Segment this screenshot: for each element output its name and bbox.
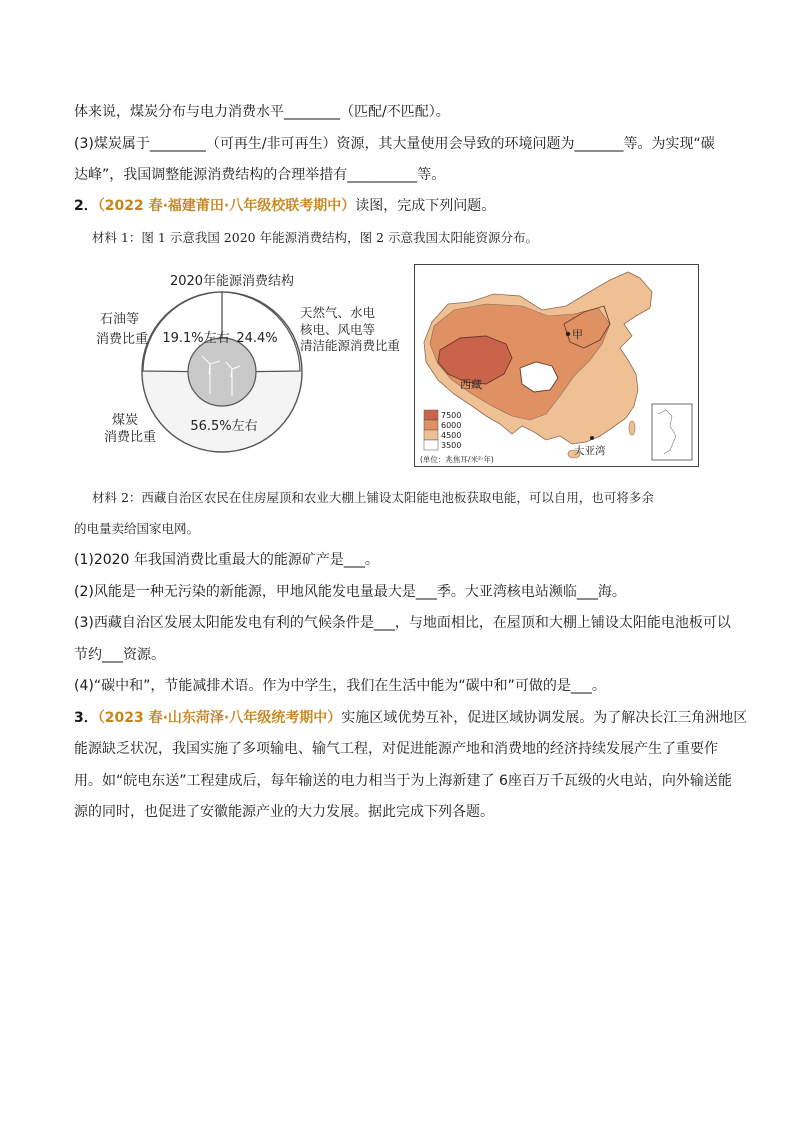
q2-material1: 材料 1：图 1 示意我国 2020 年能源消费结构，图 2 示意我国太阳能资源分布。 [92,230,538,245]
q3-header [74,708,747,728]
pie-oil-label-1: 石油等 [100,312,140,327]
pie-clean-label-2: 核电、风电等 [300,322,376,337]
legend-swatch-6000 [424,420,438,430]
q3-source: （2023 春·山东菏泽·八年级统考期中） [97,710,342,726]
q2-sub2: (2)风能是一种无污染的新能源，甲地风能发电量最大是___季。大亚湾核电站濒临___海。 [74,584,626,600]
q2-sub3-line1: (3)西藏自治区发展太阳能发电有利的气候条件是___，与地面相比，在屋顶和大棚上铺设太阳能电池板可以 [74,615,731,631]
q3-number: 3． [74,710,98,726]
q2-sub1: (1)2020 年我国消费比重最大的能源矿产是___。 [74,552,379,568]
legend-label-3500: 3500 [441,441,462,450]
solar-map-figure [414,264,700,468]
q2-intro: 读图，完成下列问题。 [355,198,496,214]
map-label-jia: 甲 [572,328,583,341]
q2-sub4: (4)“碳中和”，节能减排术语。作为中学生，我们在生活中能为“碳中和”可做的是___。 [74,678,606,694]
q2-material2-line2: 的电量卖给国家电网。 [74,521,200,536]
pie-title: 2020年能源消费结构 [169,274,295,289]
map-point-jia [566,332,570,336]
energy-pie-figure [92,264,412,474]
map-inset-south-sea [652,404,692,460]
q2-sub3-line2: 节约___资源。 [74,647,165,663]
q1-line1: 体来说，煤炭分布与电力消费水平________（匹配/不匹配）。 [74,104,450,120]
legend-label-4500: 4500 [441,431,462,440]
legend-swatch-4500 [424,430,438,440]
q1-sub3-line2: 达峰”，我国调整能源消费结构的合理举措有__________等。 [74,167,446,183]
q2-material2-line1: 材料 2：西藏自治区农民在住房屋顶和农业大棚上铺设太阳能电池板获取电能，可以自用，也可将多余 [92,490,654,505]
map-label-xizang: 西藏 [460,378,482,391]
map-label-dayawan: 大亚湾 [574,445,606,457]
pie-oil-value: 19.1%左右 [162,331,230,346]
pie-clean-value: 24.4% [236,331,278,346]
q2-header [74,196,495,216]
pie-coal-label-1: 煤炭 [112,413,139,428]
q2-source: （2022 春·福建莆田·八年级校联考期中） [97,198,356,214]
legend-swatch-3500 [424,440,438,450]
legend-unit: (单位：兆焦耳/米²·年) [420,455,494,464]
pie-clean-label-3: 清洁能源消费比重 [300,338,401,353]
q1-sub3-line1: (3)煤炭属于________（可再生/非可再生）资源，其大量使用会导致的环境问题为_______等。为实现“碳 [74,136,715,152]
map-point-dayawan [590,436,594,440]
pie-coal-value: 56.5%左右 [190,419,258,434]
q3-line3: 用。如“皖电东送”工程建成后，每年输送的电力相当于为上海新建了 6座百万千瓦级的火电站，向外输送能 [74,773,732,789]
legend-label-7500: 7500 [441,411,462,420]
legend-label-6000: 6000 [441,421,462,430]
pie-coal-label-2: 消费比重 [104,430,157,445]
legend-swatch-7500 [424,410,438,420]
pie-center-photo [188,338,256,406]
pie-oil-label-2: 消费比重 [96,332,149,347]
map-taiwan [629,421,635,435]
pie-clean-label-1: 天然气、水电 [300,305,376,320]
q3-line1: 实施区域优势互补，促进区域协调发展。为了解决长江三角洲地区 [341,710,748,726]
q3-line2: 能源缺乏状况，我国实施了多项输电、输气工程，对促进能源产地和消费地的经济持续发展产生了重要作 [74,741,718,757]
q3-line4: 源的同时，也促进了安徽能源产业的大力发展。据此完成下列各题。 [74,804,494,820]
q2-number: 2． [74,198,98,214]
